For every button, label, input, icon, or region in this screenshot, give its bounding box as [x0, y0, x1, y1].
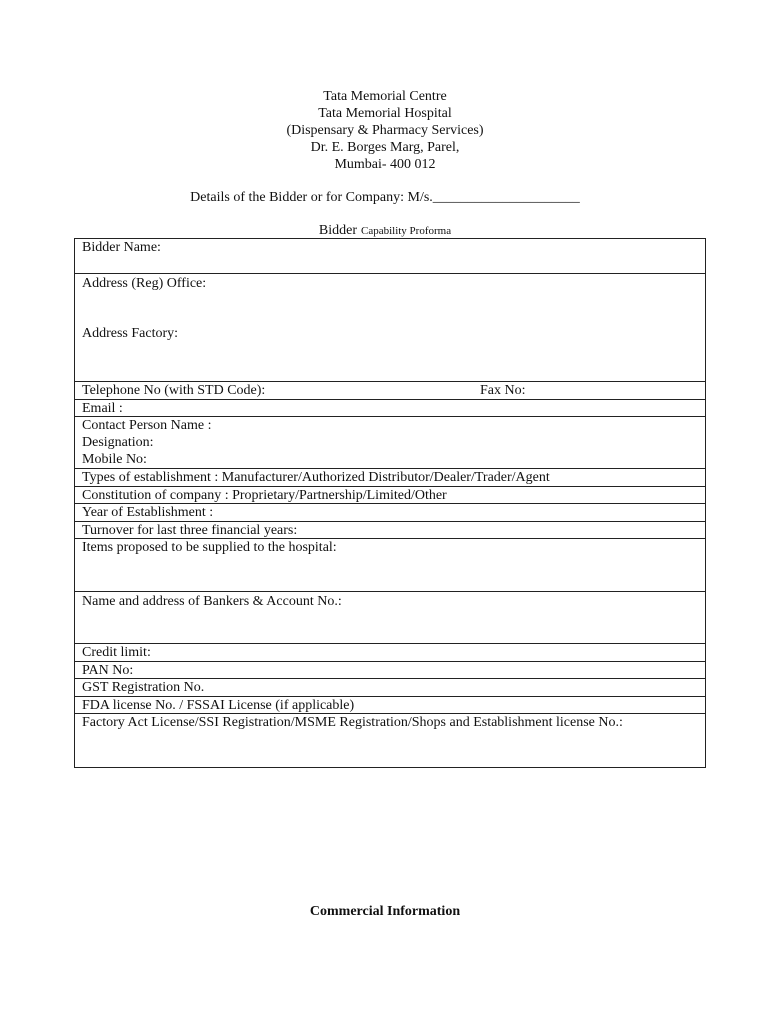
establishment-type-label: Types of establishment : Manufacturer/Authorized Distributor/Dealer/Trader/Agent [82, 470, 550, 485]
bidder-name-row[interactable] [75, 239, 705, 274]
commercial-information-heading: Commercial Information [309, 904, 461, 919]
factory-act-label: Factory Act License/SSI Registration/MSME Registration/Shops and Establishment license No.: [82, 715, 623, 730]
fax-label: Fax No: [480, 383, 526, 398]
contact-row[interactable] [75, 417, 705, 469]
bankers-row[interactable] [75, 592, 705, 644]
fda-label: FDA license No. / FSSAI License (if applicable) [82, 698, 355, 713]
year-established-label: Year of Establishment : [82, 505, 214, 520]
bidder-capability-form [74, 238, 706, 768]
constitution-row[interactable] [75, 487, 705, 504]
gst-row[interactable] [75, 679, 705, 697]
factory-act-row[interactable] [75, 714, 705, 767]
address-factory-label: Address Factory: [82, 326, 179, 341]
turnover-label: Turnover for last three financial years: [82, 523, 298, 538]
proforma-title [0, 222, 770, 239]
pan-row[interactable] [75, 662, 705, 679]
mobile-label: Mobile No: [82, 452, 147, 467]
email-row[interactable] [75, 400, 705, 417]
pan-label: PAN No: [82, 663, 134, 678]
address-row[interactable] [75, 274, 705, 382]
constitution-label: Constitution of company : Proprietary/Partnership/Limited/Other [82, 488, 447, 503]
email-label: Email : [82, 401, 123, 416]
proforma-title-word: Bidder [318, 223, 357, 238]
year-established-row[interactable] [75, 504, 705, 522]
credit-limit-label: Credit limit: [82, 645, 151, 660]
header-line-hospital: Tata Memorial Hospital [318, 106, 452, 121]
items-proposed-label: Items proposed to be supplied to the hospital: [82, 540, 337, 555]
proforma-title-subtitle: Capability Proforma [360, 225, 452, 237]
gst-label: GST Registration No. [82, 680, 205, 695]
address-reg-label: Address (Reg) Office: [82, 276, 207, 291]
header-line-services: (Dispensary & Pharmacy Services) [286, 123, 484, 138]
establishment-type-row[interactable] [75, 469, 705, 487]
turnover-row[interactable] [75, 522, 705, 539]
telephone-label: Telephone No (with STD Code): [82, 383, 266, 398]
credit-limit-row[interactable] [75, 644, 705, 662]
document-header [0, 88, 770, 173]
telephone-fax-row[interactable] [75, 382, 705, 400]
fda-row[interactable] [75, 697, 705, 714]
bidder-name-label: Bidder Name: [82, 240, 161, 255]
contact-person-label: Contact Person Name : [82, 418, 212, 433]
designation-label: Designation: [82, 435, 154, 450]
items-proposed-row[interactable] [75, 539, 705, 592]
company-details-line: Details of the Bidder or for Company: M/s._____________________ [190, 190, 580, 205]
header-line-street: Dr. E. Borges Marg, Parel, [310, 140, 460, 155]
header-line-centre: Tata Memorial Centre [323, 89, 447, 104]
header-line-city: Mumbai- 400 012 [334, 157, 436, 172]
bankers-label: Name and address of Bankers & Account No.: [82, 594, 342, 609]
